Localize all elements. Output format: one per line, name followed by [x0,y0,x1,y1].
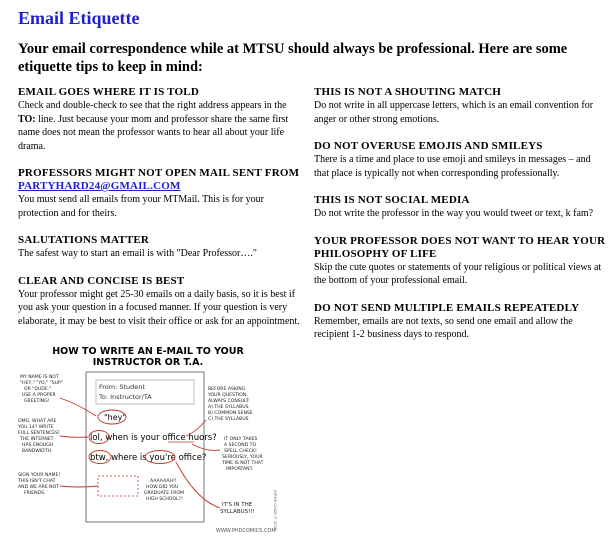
note-left-sentences [17,418,60,454]
svg-text:C) THE SYLLABUS: C) THE SYLLABUS [208,417,249,422]
tip-body: Check and double-check to see that the right address appears in the TO: line. Just because your mom and professor share the same first name does not mean the professor wants to hear all about your life drama. [18,100,289,152]
note-right-syllabus [220,502,255,515]
comic-title-line1: HOW TO WRITE AN E-MAIL TO YOUR [52,346,244,357]
svg-text:SPELL CHECK!: SPELL CHECK! [224,449,257,454]
svg-text:MY NAME IS NOT: MY NAME IS NOT [20,375,59,380]
note-right-spellcheck [221,436,264,472]
email-from: From: Student [99,383,145,391]
svg-text:FULL SENTENCES!: FULL SENTENCES! [18,431,60,436]
tip-professors-might-not-open [18,167,300,220]
tip-heading: THIS IS NOT A SHOUTING MATCH [314,86,502,98]
left-column [18,86,300,342]
svg-text:"HEY," "YO," "SUP": "HEY," "YO," "SUP" [20,381,63,386]
svg-text:A) THE SYLLABUS: A) THE SYLLABUS [208,405,249,410]
tip-heading: EMAIL GOES WHERE IT IS TOLD [18,86,199,98]
tip-heading: SALUTATIONS MATTER [18,234,150,246]
svg-text:IMPORTANT.: IMPORTANT. [226,467,254,472]
tip-body: Your professor might get 25-30 emails on a daily basis, so it is best if you ask your question in a focused manner. If your question is very elaborate, it may be best to visit their office or ask for an appointment. [18,288,300,327]
tip-body: Do not write in all uppercase letters, which is an email convention for anger or other strong emotions. [314,100,594,125]
email-line-2: btw, where is you're office? [90,453,207,463]
email-line-1: lol, when is your office huors? [90,433,217,443]
svg-text:USE A PROPER: USE A PROPER [22,393,56,398]
tip-clear-and-concise [18,275,300,329]
phd-comic-illustration [16,340,280,538]
svg-text:ALWAYS CONSULT:: ALWAYS CONSULT: [208,399,250,404]
tip-body: There is a time and place to use emoji and smileys in messages – and that place is typically not when corresponding professionally. [314,154,591,179]
page-title: Email Etiquette [18,8,140,28]
svg-text:YOUR QUESTION,: YOUR QUESTION, [208,393,248,398]
svg-text:GREETING!: GREETING! [24,399,50,404]
svg-text:AND WE ARE NOT: AND WE ARE NOT [18,485,60,490]
comic-svg [16,340,280,538]
svg-text:SIGN YOUR NAME!: SIGN YOUR NAME! [18,473,61,478]
tip-body: You must send all emails from your MTMail. This is for your protection and for theirs. [18,194,265,219]
svg-text:A SECOND TO: A SECOND TO [224,443,257,448]
tip-heading: DO NOT SEND MULTIPLE EMAILS REPEATEDLY [314,301,580,314]
svg-text:SYLLABUS!!!: SYLLABUS!!! [220,509,255,515]
svg-text:OR "DUDE.": OR "DUDE." [24,387,52,392]
svg-text:HOW DID YOU: HOW DID YOU [146,485,179,490]
note-left-sign-name [17,472,60,496]
svg-text:AAAAAAH!!: AAAAAAH!! [150,479,177,484]
svg-text:THIS ISN'T CHAT: THIS ISN'T CHAT [18,479,56,484]
svg-text:BEFORE ASKING: BEFORE ASKING [208,387,246,392]
example-email-link[interactable]: PARTYHARD24@GMAIL.COM [18,180,181,192]
tip-body: Remember, emails are not texts, so send one email and allow the recipient 1-2 business days to respond. [314,315,573,340]
tip-not-shouting-match [314,86,606,126]
tip-multiple-emails [314,302,606,342]
svg-text:HIGH SCHOOL?!: HIGH SCHOOL?! [146,497,183,502]
tip-heading: THIS IS NOT SOCIAL MEDIA [314,194,470,206]
tip-philosophy-of-life [314,235,606,288]
svg-text:SERIOUSLY, YOUR: SERIOUSLY, YOUR [222,455,263,460]
svg-text:YOU 14? WRITE: YOU 14? WRITE [18,425,54,430]
tip-email-goes-where-told [18,86,300,153]
svg-text:B) COMMON SENSE: B) COMMON SENSE [208,411,253,416]
tip-heading: PROFESSORS MIGHT NOT OPEN MAIL SENT FROM [18,167,300,179]
svg-text:HAS ENOUGH: HAS ENOUGH [22,443,54,448]
note-left-greeting [20,374,63,404]
svg-text:GRADUATE FROM: GRADUATE FROM [144,491,184,496]
tip-heading: YOUR PROFESSOR DOES NOT WANT TO HEAR YOUR PHILOSOPHY OF LIFE [314,234,606,260]
svg-text:IT'S IN THE: IT'S IN THE [222,502,253,508]
svg-text:TIME IS NOT THAT: TIME IS NOT THAT [222,461,264,466]
svg-text:THE INTERNET: THE INTERNET [20,437,54,442]
comic-title-line2: INSTRUCTOR OR T.A. [92,357,204,368]
email-to: To: Instructor/TA [99,393,152,401]
tip-not-social-media [314,194,606,221]
comic-credit: WWW.PHDCOMICS.COM [216,528,276,534]
tip-salutations-matter [18,234,300,261]
tip-heading: CLEAR AND CONCISE IS BEST [18,274,185,287]
tip-emojis-and-smileys [314,140,606,180]
tip-heading: DO NOT OVERUSE EMOJIS AND SMILEYS [314,140,543,152]
svg-text:OMG, WHAT ARE: OMG, WHAT ARE [18,419,57,424]
comic-signature: JORGE CHAM © 2015 [273,490,278,531]
tip-body: The safest way to start an email is with "Dear Professor…." [18,248,257,259]
intro-text: Your email correspondence while at MTSU should always be professional. Here are some etiquette tips to keep in mind: [18,41,568,75]
right-column [314,86,606,356]
tip-body: Skip the cute quotes or statements of your religious or political views at the bottom of your professional email. [314,261,602,286]
svg-text:BANDWIDTH.: BANDWIDTH. [22,449,53,454]
note-right-consult [207,386,253,422]
svg-text:FRIENDS.: FRIENDS. [24,491,46,496]
email-greeting: "hey" [104,413,127,422]
svg-text:IT ONLY TAKES: IT ONLY TAKES [224,437,258,442]
tip-body: Do not write the professor in the way you would tweet or text, k fam? [314,208,594,219]
